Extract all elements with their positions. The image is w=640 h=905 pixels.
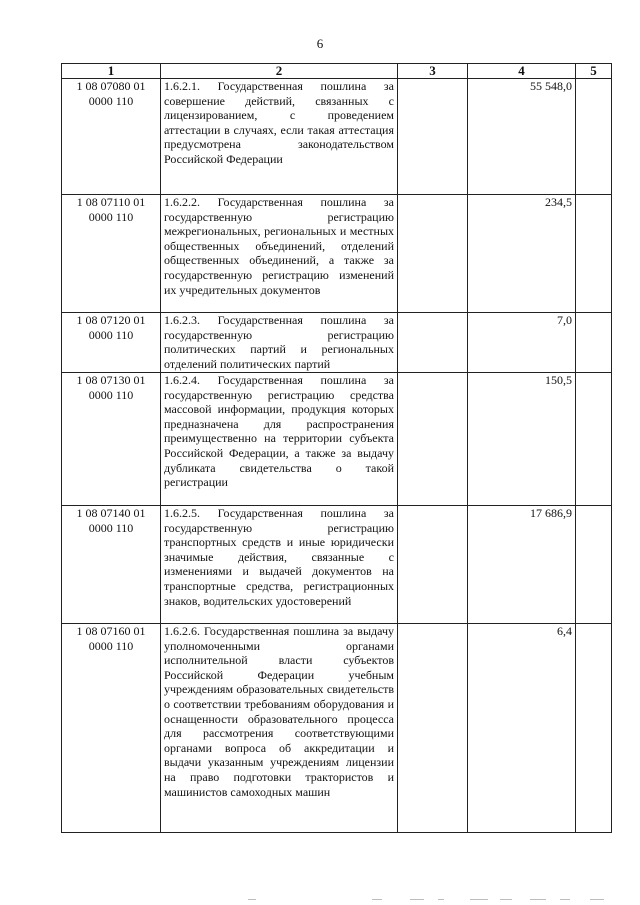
empty-cell bbox=[398, 506, 468, 624]
revenue-code: 1 08 07160 01 0000 110 bbox=[62, 624, 161, 833]
revenue-amount: 150,5 bbox=[468, 373, 576, 506]
revenue-code: 1 08 07120 01 0000 110 bbox=[62, 313, 161, 373]
empty-cell bbox=[576, 313, 612, 373]
empty-cell bbox=[398, 79, 468, 195]
column-header-col3: 3 bbox=[398, 64, 468, 79]
empty-cell bbox=[398, 195, 468, 313]
revenue-code: 1 08 07110 01 0000 110 bbox=[62, 195, 161, 313]
table-row bbox=[62, 313, 612, 373]
empty-cell bbox=[398, 373, 468, 506]
revenue-code: 1 08 07130 01 0000 110 bbox=[62, 373, 161, 506]
scan-artifacts bbox=[0, 885, 640, 905]
revenue-amount: 55 548,0 bbox=[468, 79, 576, 195]
empty-cell bbox=[576, 195, 612, 313]
column-header-code: 1 bbox=[62, 64, 161, 79]
table-row bbox=[62, 506, 612, 624]
revenue-amount: 7,0 bbox=[468, 313, 576, 373]
revenue-description: 1.6.2.6. Государственная пошлина за выдачу уполномоченными органами исполнительной власти субъектов Российской Федерации учебным учреждениям образовательных свидетельств о соответствии требованиям оборудования и оснащенности образовательного процесса для рассмотрения соответствующими органами вопроса об аккредитации и выдачи указанным учреждениям лицензии на право подготовки трактористов и машинистов самоходных машин bbox=[161, 624, 398, 833]
table-row bbox=[62, 373, 612, 506]
revenue-amount: 234,5 bbox=[468, 195, 576, 313]
empty-cell bbox=[576, 79, 612, 195]
revenue-description: 1.6.2.2. Государственная пошлина за государственную регистрацию межрегиональных, региональных и местных общественных объединений, отделений общественных объединений, а также за государственную регистрацию изменений их учредительных документов bbox=[161, 195, 398, 313]
table-row bbox=[62, 624, 612, 833]
empty-cell bbox=[398, 313, 468, 373]
revenue-amount: 17 686,9 bbox=[468, 506, 576, 624]
empty-cell bbox=[576, 624, 612, 833]
empty-cell bbox=[576, 506, 612, 624]
empty-cell bbox=[398, 624, 468, 833]
revenue-description: 1.6.2.5. Государственная пошлина за государственную регистрацию транспортных средств и иные юридически значимые действия, связанные с изменениями и выдачей документов на транспортные средства, регистрационных знаков, водительских удостоверений bbox=[161, 506, 398, 624]
revenue-description: 1.6.2.3. Государственная пошлина за государственную регистрацию политических партий и региональных отделений политических партий bbox=[161, 313, 398, 373]
column-header-amount: 4 bbox=[468, 64, 576, 79]
revenue-amount: 6,4 bbox=[468, 624, 576, 833]
column-header-description: 2 bbox=[161, 64, 398, 79]
table-row bbox=[62, 79, 612, 195]
table-header-row bbox=[62, 64, 612, 79]
revenue-description: 1.6.2.1. Государственная пошлина за совершение действий, связанных с лицензированием, с проведением аттестации в случаях, если такая аттестация предусмотрена законодательством Российской Федерации bbox=[161, 79, 398, 195]
table-row bbox=[62, 195, 612, 313]
revenue-code: 1 08 07140 01 0000 110 bbox=[62, 506, 161, 624]
empty-cell bbox=[576, 373, 612, 506]
budget-revenue-table bbox=[61, 63, 612, 833]
column-header-col5: 5 bbox=[576, 64, 612, 79]
page-number: 6 bbox=[316, 36, 324, 51]
revenue-code: 1 08 07080 01 0000 110 bbox=[62, 79, 161, 195]
revenue-description: 1.6.2.4. Государственная пошлина за государственную регистрацию средства массовой информации, продукция которых предназначена для распространения преимущественно на территории субъекта Российской Федерации, а также за выдачу дубликата свидетельства о такой регистрации bbox=[161, 373, 398, 506]
